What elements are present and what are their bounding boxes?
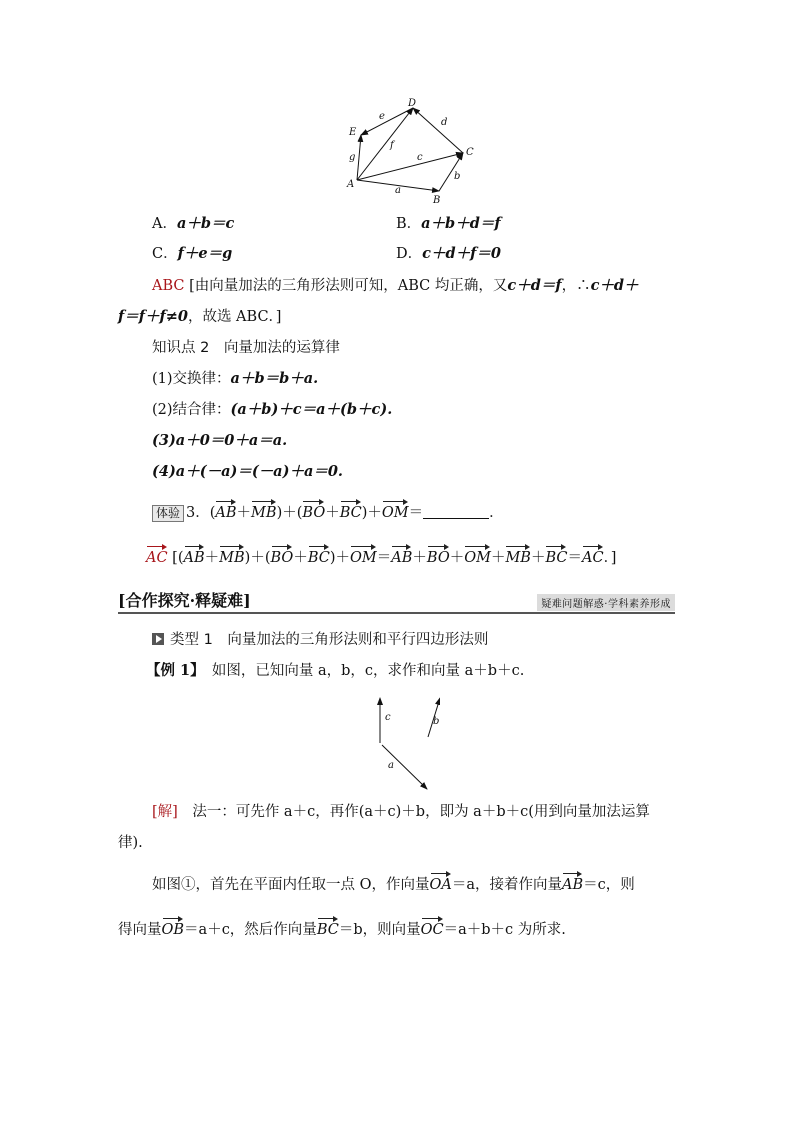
solution-p2-line-2: 得向量OB＝a＋c，然后作向量BC＝b，则向量OC＝a＋b＋c 为所求.	[118, 917, 566, 940]
fig2-label-c: c	[385, 712, 391, 723]
answer-3-key: AC	[146, 545, 168, 568]
point-C: C	[466, 147, 474, 158]
zero-law: (3)a＋0＝0＋a＝a.	[152, 432, 288, 449]
commutative-law: (1)交换律：a＋b＝b＋a.	[152, 370, 319, 387]
answer-1-line-1: ABC [由向量加法的三角形法则可知，ABC 均正确，又c＋d＝f，∴c＋d＋	[152, 277, 639, 294]
vector-c	[357, 153, 463, 180]
three-vectors-figure	[370, 695, 440, 793]
section-divider	[118, 612, 675, 614]
section-subtitle: 疑难问题解惑·学科素养形成	[537, 594, 675, 611]
option-b: B．a＋b＋d＝f	[396, 215, 501, 232]
option-b-expr: a＋b＋d＝f	[421, 215, 501, 232]
vector-pentagon-figure	[335, 95, 485, 207]
label-d: d	[441, 117, 448, 128]
associative-law: (2)结合律：(a＋b)＋c＝a＋(b＋c).	[152, 401, 393, 418]
option-c-expr: f＋e＝g	[177, 245, 233, 262]
example-1: 【例 1】 如图，已知向量 a，b，c，求作和向量 a＋b＋c.	[146, 662, 525, 679]
label-f: f	[390, 140, 394, 151]
fig2-label-b: b	[433, 716, 440, 727]
knowledge-heading: 知识点 2 向量加法的运算律	[152, 340, 340, 356]
answer-blank[interactable]	[423, 504, 489, 519]
example-label: 【例 1】	[146, 662, 198, 679]
label-b: b	[454, 171, 461, 182]
point-D: D	[408, 98, 417, 109]
section-title: [合作探究·释疑难]	[118, 591, 251, 610]
option-a: A．a＋b＝c	[152, 215, 235, 232]
experience-badge: 体验	[152, 505, 184, 522]
solution-line-1: [解] 法一：可先作 a＋c，再作(a＋c)＋b，即为 a＋b＋c(用到向量加法运算	[152, 804, 650, 820]
point-E: E	[349, 127, 357, 138]
experience-3: 体验 3．(AB＋MB)＋(BO＋BC)＋OM＝ ．	[152, 500, 504, 523]
label-c: c	[417, 152, 423, 163]
solution-label: [解]	[152, 804, 178, 820]
answer-1-key: ABC	[152, 278, 185, 294]
point-B: B	[433, 195, 441, 206]
option-c: C．f＋e＝g	[152, 245, 233, 262]
answer-1-line-2: f＝f＋f≠0，故选 ABC．]	[118, 308, 282, 325]
label-a: a	[395, 185, 401, 196]
solution-p2-line-1: 如图①，首先在平面内任取一点 O，作向量OA＝a，接着作向量AB＝c，则	[152, 872, 635, 895]
section-header	[118, 590, 675, 614]
option-d-expr: c＋d＋f＝0	[422, 245, 501, 262]
fig2-label-a: a	[388, 760, 394, 771]
option-d: D．c＋d＋f＝0	[396, 245, 501, 262]
label-g: g	[349, 152, 356, 163]
option-a-expr: a＋b＝c	[176, 215, 235, 232]
answer-3: AC [(AB＋MB)＋(BO＋BC)＋OM＝AB＋BO＋OM＋MB＋BC＝AC．]	[146, 545, 616, 568]
vector-f	[357, 108, 413, 180]
vector-g	[357, 135, 361, 180]
solution-line-2: 律).	[118, 835, 143, 851]
play-icon	[152, 633, 164, 645]
type-1-heading: 类型 1 向量加法的三角形法则和平行四边形法则	[152, 630, 488, 650]
label-e: e	[379, 111, 385, 122]
vector-e	[361, 108, 413, 135]
vector-d	[413, 108, 463, 153]
inverse-law: (4)a＋(－a)＝(－a)＋a＝0.	[152, 463, 343, 480]
point-A: A	[347, 179, 355, 190]
